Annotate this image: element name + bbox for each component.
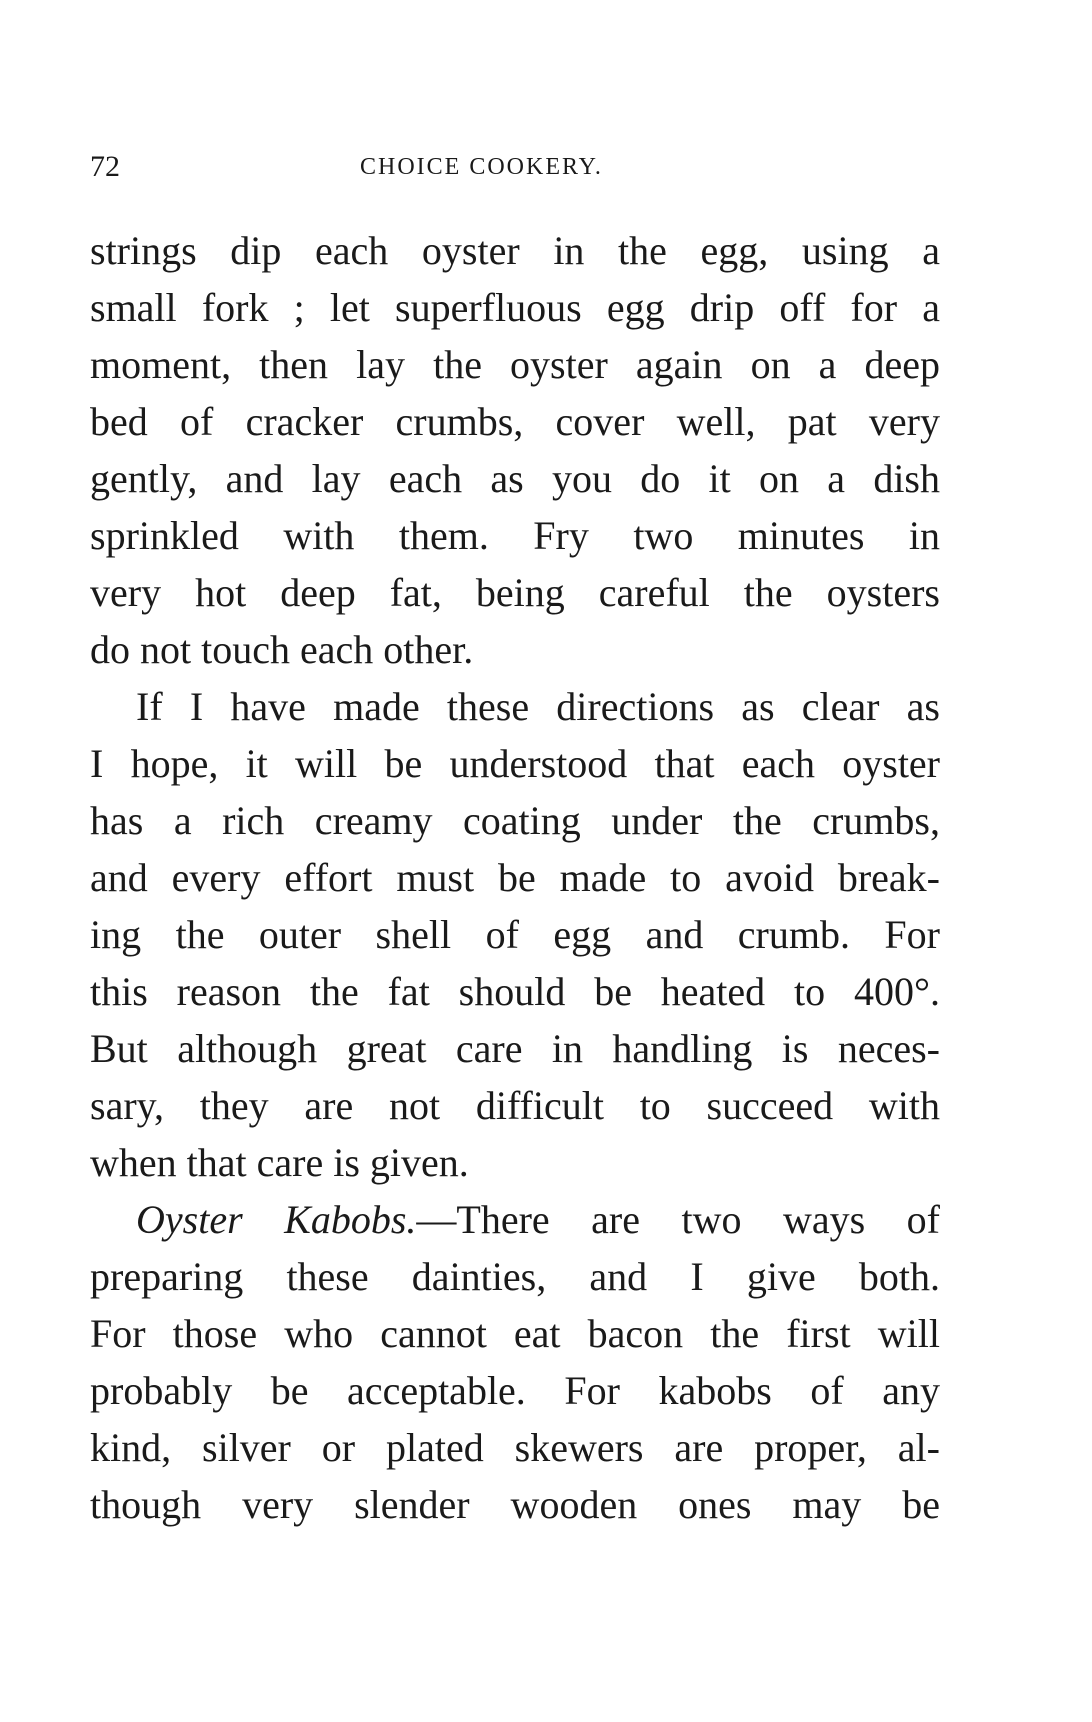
body-text [90,222,940,1533]
text-line: do not touch each other. [90,627,474,672]
text-line: and every effort must be made to avoid break- [90,855,940,900]
page-number: 72 [90,150,120,183]
text-line: strings dip each oyster in the egg, using a [90,228,940,273]
text-line: moment, then lay the oyster again on a deep [90,342,940,387]
running-title: CHOICE COOKERY. [360,154,603,180]
text-line [90,1191,940,1248]
text-line: ing the outer shell of egg and crumb. For [90,912,940,957]
section-lead-text: —There are two ways of [416,1197,940,1242]
text-line: bed of cracker crumbs, cover well, pat very [90,399,940,444]
text-line: probably be acceptable. For kabobs of any [90,1368,940,1413]
text-line: has a rich creamy coating under the crumbs, [90,798,940,843]
text-line: gently, and lay each as you do it on a dish [90,456,940,501]
section-lead-title: Oyster Kabobs. [136,1197,417,1242]
text-line: small fork ; let superfluous egg drip off for a [90,285,940,330]
text-line: when that care is given. [90,1140,469,1185]
text-line: sary, they are not difficult to succeed with [90,1083,940,1128]
text-line: this reason the fat should be heated to 400°. [90,969,940,1014]
text-line: kind, silver or plated skewers are proper, al- [90,1425,940,1470]
text-line: For those who cannot eat bacon the first will [90,1311,940,1356]
text-line: But although great care in handling is neces- [90,1026,940,1071]
text-line: If I have made these directions as clear as [136,684,940,729]
text-line: preparing these dainties, and I give both. [90,1254,940,1299]
text-line: though very slender wooden ones may be [90,1482,940,1527]
text-line: very hot deep fat, being careful the oysters [90,570,940,615]
text-line: sprinkled with them. Fry two minutes in [90,513,940,558]
text-line: I hope, it will be understood that each oyster [90,741,940,786]
page-header [90,150,940,190]
